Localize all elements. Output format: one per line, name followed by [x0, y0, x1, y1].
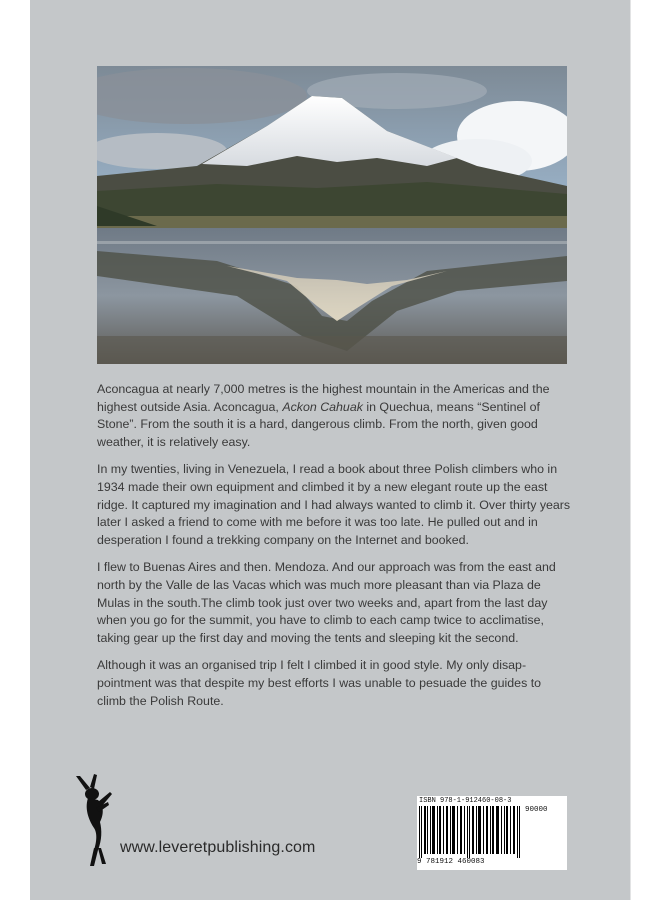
blurb-p1-part-b: in Quechua, means “Sentinel of Stone”. From the south it is a hard, dangerous climb. From the north, given good weather, it is relatively easy. — [97, 399, 540, 449]
isbn-barcode — [417, 796, 567, 870]
blurb-paragraph-4: Although it was an organised trip I felt I climbed it in good style. My only disap-pointment was that despite my best efforts I was unable to pesuade the guides to climb the Polish Route. — [97, 658, 542, 708]
ean-barcode-bars — [419, 806, 521, 858]
blurb-text — [97, 381, 572, 720]
publisher-url: www.leveretpublishing.com — [120, 839, 316, 856]
back-cover — [30, 0, 631, 900]
price-code: 90000 — [525, 806, 548, 814]
mountain-lake-illustration — [97, 66, 567, 364]
isbn-label: ISBN 978-1-912460-08-3 — [419, 797, 512, 805]
blurb-paragraph-2: In my twenties, living in Venezuela, I read a book about three Polish climbers who in 1934 made their own equipment and climbed it by a new elegant route up the east ridge. It captured my imagination and I had always wanted to climb it. Over thirty years later I asked a friend to come with me before it was too late. He pulled out and in desperation I found a trekking company on the Internet and booked. — [97, 462, 571, 547]
blurb-paragraph-1 — [97, 381, 572, 451]
blurb-p1-italic: Ackon Cahuak — [282, 399, 363, 414]
leveret-hare-logo-icon — [72, 770, 122, 870]
blurb-p1-part-a: Aconcagua at nearly 7,000 metres is the highest mountain in the Americas and the highest outside Asia. Aconcagua, — [97, 382, 550, 414]
cover-photo-mountain-lake — [97, 66, 567, 364]
ean-digits: 9 781912 460083 — [417, 858, 485, 866]
blurb-paragraph-3: I flew to Buenas Aires and then. Mendoza. And our approach was from the east and north by the Valle de las Vacas which was much more pleasant than via Plaza de Mulas in the south.The climb took just over two weeks and, apart from the last day when you go for the summit, you have to climb to each camp twice to acclimatise, taking gear up the first day and moving the tents and sleeping kit the second. — [97, 560, 556, 645]
